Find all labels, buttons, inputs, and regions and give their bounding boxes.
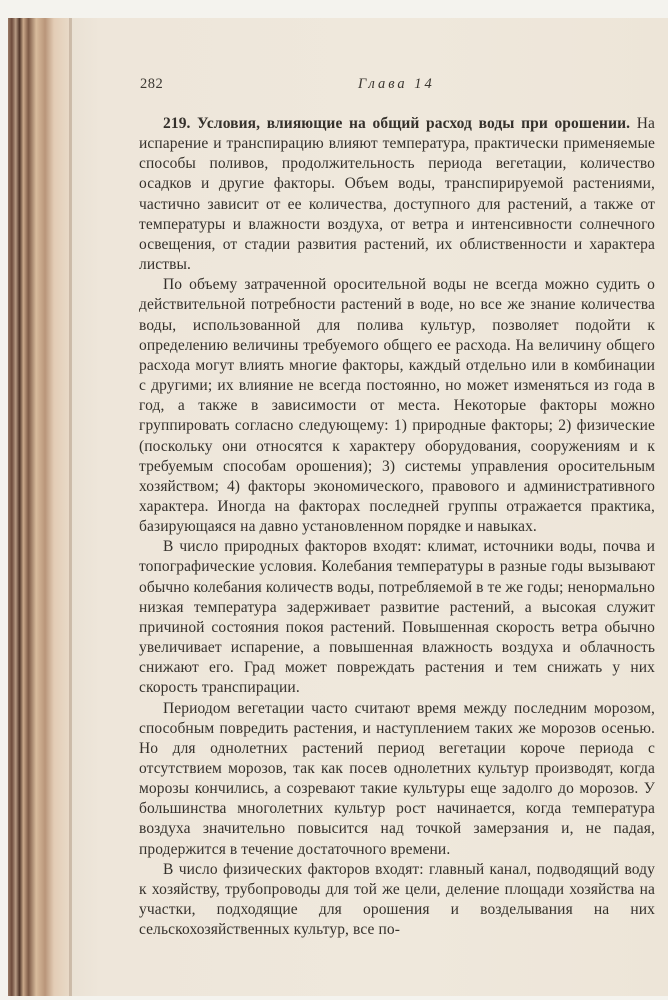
paragraph-3: В число природных факторов входят: климат, источники воды, почва и топографические условия. Колебания температуры в разные годы вызывают обычно колебания количеств воды, потребляемой в те же годы; ненормально низкая температура задерживает развитие растений, а высокая служит причиной состояния покоя растений. Повышенная скорость ветра обычно увеличивает испарение, а повышенная влажность воздуха и облачность снижают его. Град может повреждать растения и тем снижать у них скорость транспирации. [139,538,655,697]
paragraph-2: По объему затраченной оросительной воды не всегда можно судить о действительной потребности растений в воде, но все же знание количества воды, использованной для полива культур, позволяет подойти к определению величины требуемого общего ее расхода. На величину общего расхода могут влиять многие факторы, каждый отдельно или в комбинации с другими; их влияние не всегда постоянно, но может изменяться из года в год, а также в зависимости от места. Некоторые факторы можно группировать согласно следующему: 1) природные факторы; 2) физические (поскольку они относятся к характеру оборудования, сооружениям и к требуемым способам орошения); 3) системы управления оросительным хозяйством; 4) факторы экономического, правового и административного характера. Иногда на факторах последней группы отражается практика, базирующаяся на давно установленном порядке и навыках. [139,276,655,536]
chapter-running-head: Глава 14 [358,76,435,92]
section-title: Условия, влияющие на общий расход воды при орошении. [197,115,631,132]
paragraph-5: В число физических факторов входят: главный канал, подводящий воду к хозяйству, трубопроводы для той же цели, деление площади хозяйства на участки, подходящие для орошения и возделывания на них сельскохозяйственных культур, все по- [139,860,655,939]
book-spine-edge [8,18,72,996]
section-number: 219. [163,115,191,132]
paragraph-1 [139,114,655,275]
page-header [140,72,655,94]
paragraph-1-text: На испарение и транспирацию влияют температура, практически применяемые способы поливов, продолжительность периода вегетации, количество осадков и другие факторы. Объем воды, транспирируемой растениями, частично зависит от ее количества, доступного для растений, а также от температуры и влажности воздуха, от ветра и интенсивности солнечного освещения, от стадии развития растений, их облиственности и характера листвы. [139,115,655,274]
paragraph-4: Периодом вегетации часто считают время между последним морозом, способным повредить растения, и наступлением таких же морозов осенью. Но для однолетних растений период вегетации короче периода с отсутствием морозов, так как посев однолетних культур производят, когда морозы кончились, а созревают такие культуры еще задолго до морозов. У большинства многолетних культур рост начинается, когда температура воздуха значительно повысится над точкой замерзания и, не падая, продержится в течение достаточного времени. [139,699,655,858]
body-text [139,114,655,940]
page-number: 282 [140,76,164,92]
